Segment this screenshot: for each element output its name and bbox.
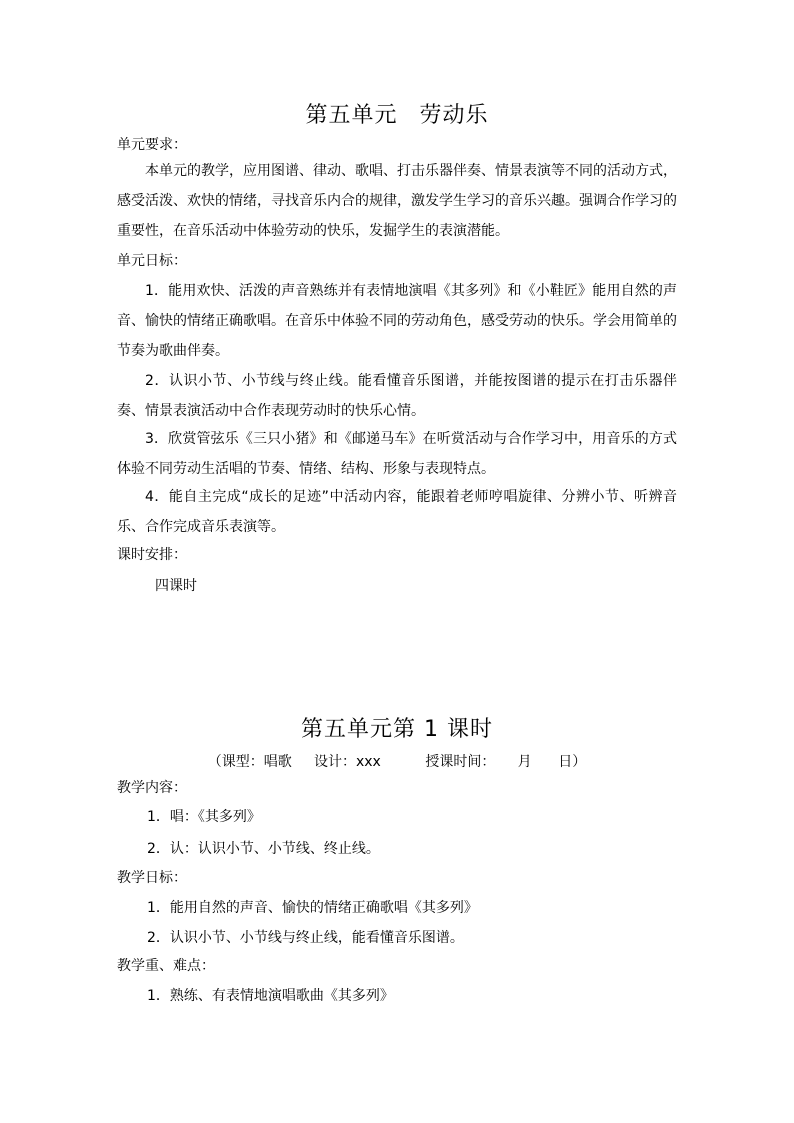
key-point-item-1: 1．熟练、有表情地演唱歌曲《其多列》 xyxy=(147,988,394,1004)
content-heading: 教学内容： xyxy=(117,780,187,796)
lesson-goal-item-2: 2．认识小节、小节线与终止线，能看懂音乐图谱。 xyxy=(147,930,464,946)
lesson-title: 第五单元第 1 课时 xyxy=(301,717,493,742)
schedule-heading: 课时安排： xyxy=(117,547,187,563)
unit-goal-item-3: 3．欣赏管弦乐《三只小猪》和《邮递马车》在听赏活动与合作学习中，用音乐的方式体验不同劳动生活唱的节奏、情绪、结构、形象与表现特点。 xyxy=(117,431,677,477)
unit-goal-item-2: 2．认识小节、小节线与终止线。能看懂音乐图谱，并能按图谱的提示在打击乐器伴奏、情景表演活动中合作表现劳动时的快乐心情。 xyxy=(117,373,677,419)
unit-title-name: 劳动乐 xyxy=(419,103,489,128)
unit-title xyxy=(0,98,794,129)
unit-requirements-text: 本单元的教学，应用图谱、律动、歌唱、打击乐器伴奏、情景表演等不同的活动方式，感受活泼、欢快的情绪，寻找音乐内合的规律，激发学生学习的音乐兴趣。强调合作学习的重要性，在音乐活动中体验劳动的快乐，发掘学生的表演潜能。 xyxy=(117,163,677,239)
key-points-heading: 教学重、难点： xyxy=(117,958,215,974)
lesson-goal-item-1: 1．能用自然的声音、愉快的情绪正确歌唱《其多列》 xyxy=(147,900,478,916)
unit-requirements-heading: 单元要求： xyxy=(117,137,187,153)
lesson-meta: （课型：唱歌 设计：xxx 授课时间： 月 日） xyxy=(207,754,587,770)
unit-title-number: 第五单元 xyxy=(305,103,398,128)
unit-goal-item-1: 1．能用欢快、活泼的声音熟练并有表情地演唱《其多列》和《小鞋匠》能用自然的声音、愉快的情绪正确歌唱。在音乐中体验不同的劳动角色，感受劳动的快乐。学会用简单的节奏为歌曲伴奏。 xyxy=(117,283,677,359)
unit-goal-item-4: 4．能自主完成“成长的足迹”中活动内容，能跟着老师哼唱旋律、分辨小节、听辨音乐、合作完成音乐表演等。 xyxy=(117,489,677,535)
content-item-1: 1．唱：《其多列》 xyxy=(147,809,261,825)
unit-goals-heading: 单元日标： xyxy=(117,253,187,269)
schedule-value: 四课时 xyxy=(155,578,197,594)
lesson-goals-heading: 教学日标： xyxy=(117,870,187,886)
content-item-2: 2．认：认识小节、小节线、终止线。 xyxy=(147,841,380,857)
